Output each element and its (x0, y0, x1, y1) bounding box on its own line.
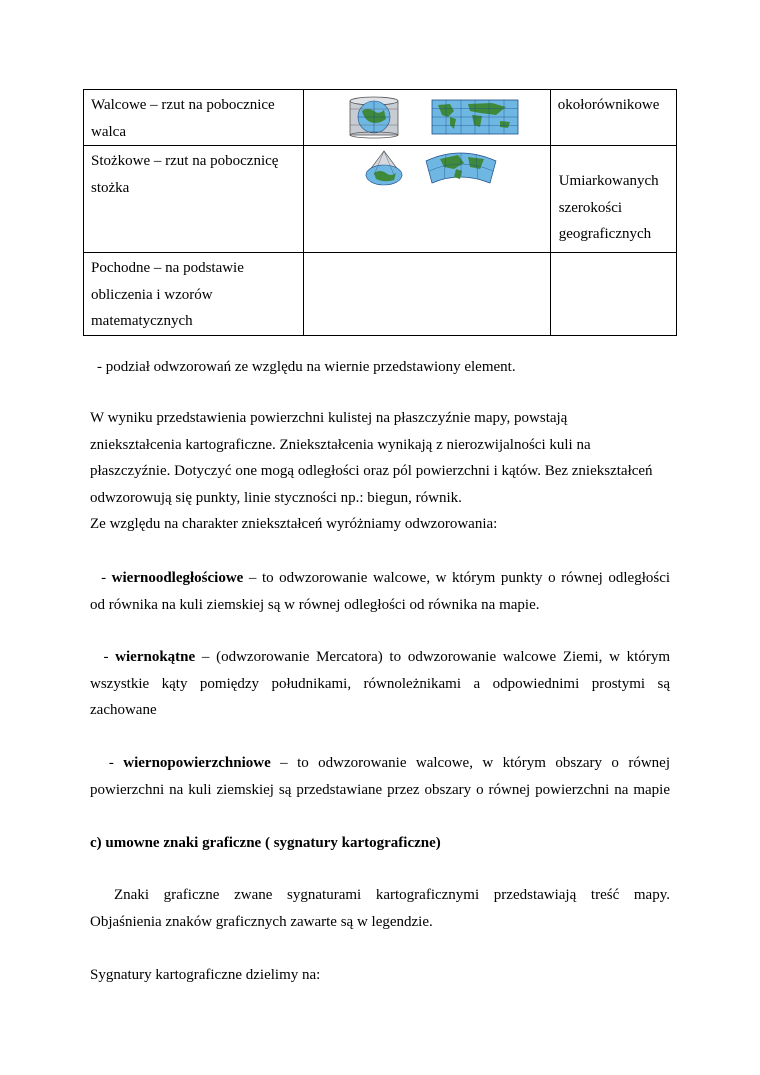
conic-map-image (426, 153, 496, 183)
table-row (84, 146, 677, 253)
equal-area-paragraph (90, 750, 670, 803)
equidistant-term: wiernoodległościowe (111, 570, 244, 586)
text-line: - wiernoodległościowe – to odwzorowanie walcowe, w którym punkty o równej odległości (101, 570, 671, 586)
projection-type-cell: Walcowe – rzut na pobocznice walca (84, 90, 304, 146)
signatures-line: Sygnatury kartograficzne dzielimy na: (90, 967, 321, 983)
projection-use-cell: okołorównikowe (550, 90, 676, 146)
table-row (84, 253, 677, 336)
projection-use-cell: Umiarkowanych szerokości geograficznych (550, 146, 676, 253)
text-line: - wiernopowierzchniowe – to odwzorowanie walcowe, w którym obszary o równej (108, 755, 671, 771)
projection-figure-cell (303, 253, 550, 336)
text-line: zachowane (90, 702, 157, 718)
text-line: Znaki graficzne zwane sygnaturami kartograficznymi przedstawiają treść mapy. (114, 887, 670, 903)
conformal-paragraph (90, 644, 670, 724)
text-line: wszystkie kąty pomiędzy południkami, równoleżnikami a odpowiednimi prostymi są (90, 675, 670, 692)
text-line: W wyniku przedstawienia powierzchni kulistej na płaszczyźnie mapy, powstają (90, 410, 568, 426)
division-line: - podział odwzorowań ze względu na wiernie przedstawiony element. (97, 359, 516, 375)
text-line: - wiernokątne – (odwzorowanie Mercatora) to odwzorowanie walcowe Ziemi, w którym (103, 649, 671, 665)
text-line: odwzorowują się punkty, linie styczności np.: biegun, równik. (90, 489, 462, 506)
projection-figure-cell (303, 90, 550, 146)
text-line: od równika na kuli ziemskiej są w równej odległości od równika na mapie. (90, 596, 540, 613)
equal-area-term: wiernopowierzchniowe (123, 755, 271, 771)
text-line: Ze względu na charakter zniekształceń wyróżniamy odwzorowania: (90, 516, 498, 532)
cylinder-projection-figure (346, 95, 521, 139)
cylindrical-map-image (432, 100, 518, 134)
projection-type-cell: Stożkowe – rzut na pobocznicę stożka (84, 146, 304, 253)
signs-paragraph (90, 882, 670, 935)
table-row (84, 90, 677, 146)
cylinder-globe-image (350, 97, 398, 138)
conformal-term: wiernokątne (115, 649, 196, 665)
projection-figure-cell (303, 146, 550, 253)
text-line: płaszczyźnie. Dotyczyć one mogą odległości oraz pól powierzchni i kątów. Bez zniekształceń (90, 463, 653, 479)
text-line: Objaśnienia znaków graficznych zawarte są w legendzie. (90, 913, 433, 930)
cone-projection-figure (364, 149, 504, 189)
text-line: zniekształcenia kartograficzne. Zniekształcenia wynikają z nierozwijalności kuli na (90, 436, 591, 453)
text-line: powierzchni na kuli ziemskiej są przedstawiane przez obszary o równej powierzchni na mapie (90, 781, 670, 798)
cone-globe-image (366, 151, 402, 185)
distortion-paragraph (90, 405, 670, 538)
section-heading: c) umowne znaki graficzne ( sygnatury kartograficzne) (90, 835, 441, 851)
projection-type-cell: Pochodne – na podstawie obliczenia i wzorów matematycznych (84, 253, 304, 336)
equidistant-paragraph (90, 565, 670, 618)
projection-table (83, 89, 677, 336)
projection-use-cell (550, 253, 676, 336)
